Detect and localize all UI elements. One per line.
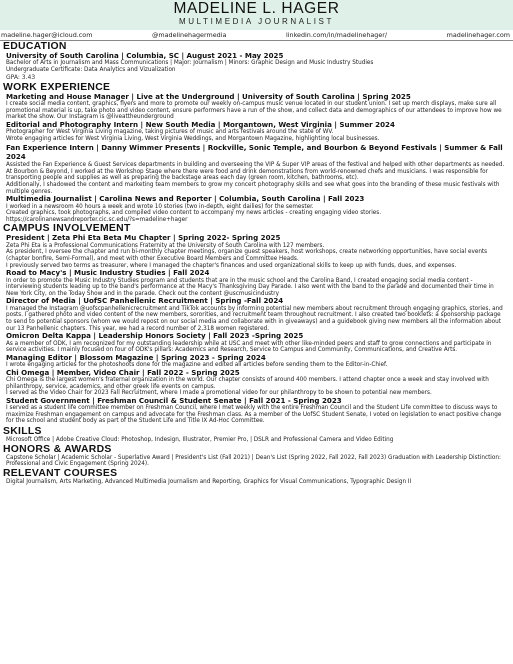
work-entry [6,195,507,223]
campus-entry-title: Chi Omega | Member, Video Chair | Fall 2022 - Spring 2025 [6,367,240,377]
campus-entry-title: Omicron Delta Kappa | Leadership Honors Society | Fall 2023 -Spring 2025 [6,331,304,341]
social-handle[interactable]: @madelinehagermedia [151,31,227,39]
work-entry-title: Multimedia Journalist | Carolina News and Reporter | Columbia, South Carolina | Fall 2023 [6,194,365,204]
work-entry-title: Editorial and Photography Intern | New South Media | Morgantown, West Virginia | Summer 2024 [6,119,395,129]
work-entry [6,144,507,195]
work-entry [6,93,507,121]
campus-entry [6,369,507,397]
campus-entry [6,354,507,369]
work-entry-line: I worked in a newsroom 40 hours a week and wrote 10 stories (two in-depth, eight dailies) for the semester. [6,203,314,210]
campus-entry-line: In order to promote the Music Industry Studies program and students that are in the music school and the Carolina Band, I created engaging social media content - interviewing students leading up to the band's performance at the Macy's Thanksgiving Day Parade. I also went with the band to the parade and documented their time in New York City, on the Today Show and in the parade. Check out the content @uscmusicindustry [6,277,494,297]
skills-text: Microsoft Office | Adobe Creative Cloud: Photoshop, Indesign, Illustrator, Premier Pro, | DSLR and Professional Camera and Video Editing [6,437,394,444]
campus-entry-line: As a member of ODK, I am recognized for my outstanding leadership while at USC and meet with other like-minded peers and staff to grow connections and participate in service activities. I mainly focused on four of ODK's pillars: Academics and Research, Service to Campus and Community, Communications, and Creative Arts. [6,340,492,354]
work-entries [6,93,507,224]
campus-entry-title: President | Zeta Phi Eta Beta Mu Chapter | Spring 2022- Spring 2025 [6,233,281,243]
section-title-skills: SKILLS [3,426,42,438]
campus-entry [6,269,507,297]
section-title-campus: CAMPUS INVOLVEMENT [3,223,131,235]
resume-subtitle: MULTIMEDIA JOURNALIST [179,17,334,26]
work-entry-link[interactable]: https://carolinanewsandreporter.cic.sc.edu/?s=madeline+hager [6,216,188,223]
campus-entry [6,397,507,425]
work-entry-line: Photographer for West Virginia Living magazine, taking pictures of music and arts festivals around the state of WV. [6,129,334,136]
section-title-education: EDUCATION [3,41,67,52]
resume-body [0,41,513,485]
section-title-honors: HONORS & AWARDS [3,443,112,455]
campus-entry [6,234,507,269]
section-title-work: WORK EXPERIENCE [3,81,111,93]
contact-bar [0,30,513,39]
campus-entry-line: As president, I oversee the chapter and run bi-monthly chapter meetings, organize guest speakers, host workshops, create networking opportunities, have social events (chapter bonfire, Semi-Formal), and meet with other Executive Board Members and Committee Heads. [6,249,488,262]
work-entry-line: I create social media content, graphics, flyers and more to promote our weekly on-campus music venue located in our student union. I set up merch displays, make sure all promotional material is up, take photo and video content, ensure performers have a run of the show, and collect data and demographics of our attendees to improve how we market the show. Our Instagram is @liveattheunderground [6,101,502,121]
work-entry-line: Wrote engaging articles for West Virginia Living, West Virginia Weddings, and Morgantown Magazine, highlighting local businesses. [6,135,380,142]
linkedin-link[interactable]: linkedin.com/in/madelinehager/ [285,31,388,39]
education-degree: Bachelor of Arts in Journalism and Mass Communications | Major: Journalism | Minors: Graphic Design and Music Industry Studies [6,60,374,67]
resume-name: MADELINE L. HAGER [173,0,340,17]
campus-entry-title: Managing Editor | Blossom Magazine | Spring 2023 - Spring 2024 [6,352,266,362]
campus-entry-line: I managed the Instagram @uofscpanhellenicrecruitment and TikTok accounts by informing potential new members about recruitment through engaging graphics, stories, and posts. I gathered photo and video content of the new members, sororities, and recruitment team throughout recruitment. I also created two booklets: a sponsorship package to send to potential sponsors (whom we would repost on our social media and collaborate with in giveaways) and a guidebook giving new members all the information about our 13 Panhellenic chapters. This year, we had a record number of 2,318 women registered. [6,305,503,332]
header-band [0,0,513,30]
email-link[interactable]: madeline.hager@icloud.com [1,31,93,39]
work-entry-line: Created graphics, took photographs, and compiled video content to accompany my news articles - creating engaging video stories. [6,210,382,217]
campus-entry-line: I served as a student life committee member on Freshman Council, where I met weekly with the entire Freshman Council and the Student Life committee to discuss ways to maximize Freshman engagement on campus and advocate for the Freshman class. As a member of the UofSC Student Senate, I voted on legislation to enact positive change for the school and student body as part of the Student Life and Title IX Ad-Hoc Committee. [6,405,502,425]
campus-entry-title: Student Government | Freshman Council & Student Senate | Fall 2021 - Spring 2023 [6,395,342,405]
education-gpa: GPA: 3.43 [6,73,36,81]
work-entry-line: Assisted the Fan Experience & Guest Services departments in building and overseeing the VIP & Super VIP areas of the festival and helped with other departments as needed. [6,162,505,169]
honors-text: Capstone Scholar | Academic Scholar - Superlative Award | President's List (Fall 2021) | Dean's List (Spring 2022, Fall 2022, Fall 2023) Graduation with Leadership Distinction: Professional and Civic Engagement (Spring 2024). [6,454,501,468]
education-school: University of South Carolina | Columbia, SC | August 2021 - May 2025 [6,51,284,60]
work-entry-title: Fan Experience Intern | Danny Wimmer Presents | Rockville, Sonic Temple, and Bourbon & Beyond Festivals | Summer & Fall 2024 [6,143,503,161]
campus-entry-line: Zeta Phi Eta is a Professional Communications Fraternity at the University of South Carolina with 127 members. [6,242,325,249]
campus-entry-line: Chi Omega is the largest women's fraternal organization in the world. Our chapter consists of around 400 members. I attend chapter once a week and stay involved with philanthropy, service, academics, and other greek life events on campus. [6,377,489,390]
work-entry-title: Marketing and House Manager | Live at the Underground | University of South Carolina | Spring 2025 [6,91,411,101]
work-entry [6,121,507,143]
work-entry-line: At Bourbon & Beyond, I worked at the Workshop Stage where there were food and drink demonstrations from world-renowned chefs and musicians. I was responsible for transporting people and supplies as well as preparing the backstage areas each day (green room, kitchen, bathrooms, etc). [6,168,488,182]
courses-text: Digital Journalism, Arts Marketing, Advanced Multimedia Journalism and Reporting, Graphics for Visual Communications, Typographic Design II [6,478,412,485]
campus-entry-title: Road to Macy's | Music Industry Studies | Fall 2024 [6,268,210,278]
campus-entries [6,234,507,425]
campus-entry [6,332,507,354]
campus-entry-title: Director of Media | UofSC Panhellenic Recruitment | Spring -Fall 2024 [6,296,284,306]
campus-entry-line: I previously served two terms as treasurer, where I managed the chapter's finances and used organizational skills to keep up with funds, dues, and expenses. [6,262,457,269]
website-link[interactable]: madelinehager.com [446,31,510,39]
education-certificate: Undergraduate Certificate: Data Analytics and Vizualization [6,67,176,73]
section-title-courses: RELEVANT COURSES [3,467,118,479]
campus-entry [6,297,507,332]
work-entry-line: Additionally, I shadowed the content and marketing team members to grow my concert photography skills and see what goes into the branding of these music festivals with multiple genres. [6,181,500,195]
campus-entry-line: I wrote engaging articles for the photoshoots done for the magazine and edited all articles before sending them to the Editor-in-Chief. [6,362,388,369]
campus-entry-line: I served as the Video Chair for 2023 Fall Recruitment, where I made a promotional video for our philanthropy to be shown to potential new members. [6,390,432,397]
